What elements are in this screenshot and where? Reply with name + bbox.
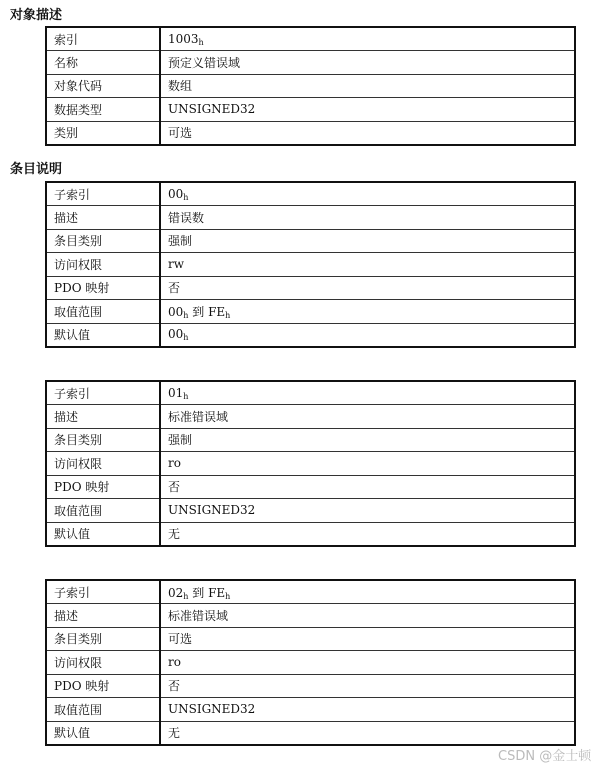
table-row bbox=[46, 300, 575, 324]
subscript-text: h bbox=[183, 192, 189, 202]
value-text: 可选 bbox=[168, 632, 193, 647]
subscript-text: h bbox=[183, 310, 189, 320]
value-text: 00 bbox=[168, 304, 184, 319]
table-row bbox=[46, 98, 575, 122]
subscript-text: h bbox=[183, 333, 189, 342]
table-row bbox=[46, 627, 575, 651]
row-label: 访问权限 bbox=[46, 452, 160, 476]
table-row bbox=[46, 276, 575, 300]
row-value bbox=[160, 74, 575, 98]
table-row bbox=[46, 253, 575, 277]
subscript-text: h bbox=[183, 391, 189, 401]
row-value bbox=[160, 51, 575, 75]
table-row bbox=[46, 428, 575, 452]
value-text: 标准错误域 bbox=[168, 409, 229, 424]
value-text: rw bbox=[168, 257, 185, 272]
row-value bbox=[160, 604, 575, 628]
row-label: PDO 映射 bbox=[46, 674, 160, 698]
table-row bbox=[46, 499, 575, 523]
section-heading-entry-description: 条目说明 bbox=[10, 162, 63, 177]
table-row bbox=[46, 580, 575, 604]
value-text: 02 bbox=[168, 585, 184, 600]
row-value bbox=[160, 698, 575, 722]
value-text: 可选 bbox=[168, 126, 193, 140]
row-value bbox=[160, 121, 575, 145]
row-label: 取值范围 bbox=[46, 300, 160, 324]
object-description-table bbox=[45, 26, 576, 146]
row-label: PDO 映射 bbox=[46, 475, 160, 499]
table-row bbox=[46, 121, 575, 145]
subscript-text: h bbox=[225, 310, 231, 320]
row-value bbox=[160, 182, 575, 206]
table-row bbox=[46, 651, 575, 675]
row-value bbox=[160, 627, 575, 651]
row-label: 默认值 bbox=[46, 522, 160, 546]
subscript-text: h bbox=[183, 591, 189, 601]
value-text: 无 bbox=[168, 527, 181, 541]
value-text: 到 FE bbox=[188, 304, 226, 319]
value-text: 错误数 bbox=[168, 210, 205, 225]
value-text: 强制 bbox=[168, 234, 193, 249]
value-text: UNSIGNED32 bbox=[168, 702, 256, 717]
value-text: ro bbox=[168, 456, 181, 471]
value-text: 到 FE bbox=[188, 585, 226, 600]
value-text: 预定义错误域 bbox=[168, 55, 241, 70]
value-text: ro bbox=[168, 655, 181, 670]
value-text: UNSIGNED32 bbox=[168, 102, 256, 117]
row-label: 描述 bbox=[46, 405, 160, 429]
row-label: 描述 bbox=[46, 206, 160, 230]
row-label: 条目类别 bbox=[46, 229, 160, 253]
table-row bbox=[46, 475, 575, 499]
table-row bbox=[46, 698, 575, 722]
subindex-02-fe-table bbox=[45, 579, 576, 746]
row-value bbox=[160, 721, 575, 745]
value-text: 强制 bbox=[168, 433, 193, 448]
row-label: 条目类别 bbox=[46, 428, 160, 452]
table-row bbox=[46, 182, 575, 206]
row-value bbox=[160, 522, 575, 546]
row-value bbox=[160, 674, 575, 698]
table-row bbox=[46, 721, 575, 745]
table-row bbox=[46, 405, 575, 429]
value-text: 否 bbox=[168, 281, 181, 296]
row-value bbox=[160, 452, 575, 476]
row-label: 访问权限 bbox=[46, 253, 160, 277]
row-label: 访问权限 bbox=[46, 651, 160, 675]
row-value bbox=[160, 27, 575, 51]
row-value bbox=[160, 229, 575, 253]
value-text: 否 bbox=[168, 480, 181, 495]
value-text: 1003 bbox=[168, 31, 199, 46]
row-value bbox=[160, 580, 575, 604]
row-label: 类别 bbox=[46, 121, 160, 145]
value-text: UNSIGNED32 bbox=[168, 503, 256, 518]
row-label: 数据类型 bbox=[46, 98, 160, 122]
row-label: 子索引 bbox=[46, 381, 160, 405]
row-label: 对象代码 bbox=[46, 74, 160, 98]
row-label: 描述 bbox=[46, 604, 160, 628]
row-value bbox=[160, 405, 575, 429]
row-value bbox=[160, 323, 575, 347]
value-text: 00 bbox=[168, 186, 184, 201]
value-text: 00 bbox=[168, 327, 184, 341]
row-value bbox=[160, 499, 575, 523]
row-value bbox=[160, 428, 575, 452]
row-value bbox=[160, 300, 575, 324]
table-row bbox=[46, 381, 575, 405]
row-value bbox=[160, 98, 575, 122]
row-label: 名称 bbox=[46, 51, 160, 75]
watermark: CSDN @金士顿 bbox=[498, 749, 592, 764]
subindex-01-table bbox=[45, 380, 576, 547]
table-row bbox=[46, 27, 575, 51]
row-value bbox=[160, 206, 575, 230]
row-label: 子索引 bbox=[46, 182, 160, 206]
section-heading-object-description: 对象描述 bbox=[10, 8, 63, 23]
row-label: PDO 映射 bbox=[46, 276, 160, 300]
table-row bbox=[46, 74, 575, 98]
row-value bbox=[160, 651, 575, 675]
row-value bbox=[160, 253, 575, 277]
subscript-text: h bbox=[225, 591, 231, 601]
table-row bbox=[46, 604, 575, 628]
row-value bbox=[160, 276, 575, 300]
row-label: 子索引 bbox=[46, 580, 160, 604]
value-text: 否 bbox=[168, 679, 181, 694]
value-text: 无 bbox=[168, 726, 181, 740]
row-value bbox=[160, 475, 575, 499]
row-label: 取值范围 bbox=[46, 698, 160, 722]
table-row bbox=[46, 229, 575, 253]
value-text: 01 bbox=[168, 385, 184, 400]
row-label: 取值范围 bbox=[46, 499, 160, 523]
value-text: 标准错误域 bbox=[168, 608, 229, 623]
value-text: 数组 bbox=[168, 79, 193, 94]
table-row bbox=[46, 51, 575, 75]
subscript-text: h bbox=[198, 37, 204, 47]
subindex-00-table bbox=[45, 181, 576, 348]
table-row bbox=[46, 674, 575, 698]
table-row bbox=[46, 522, 575, 546]
row-label: 索引 bbox=[46, 27, 160, 51]
table-row bbox=[46, 452, 575, 476]
table-row bbox=[46, 206, 575, 230]
row-label: 默认值 bbox=[46, 721, 160, 745]
row-value bbox=[160, 381, 575, 405]
table-row bbox=[46, 323, 575, 347]
row-label: 条目类别 bbox=[46, 627, 160, 651]
row-label: 默认值 bbox=[46, 323, 160, 347]
